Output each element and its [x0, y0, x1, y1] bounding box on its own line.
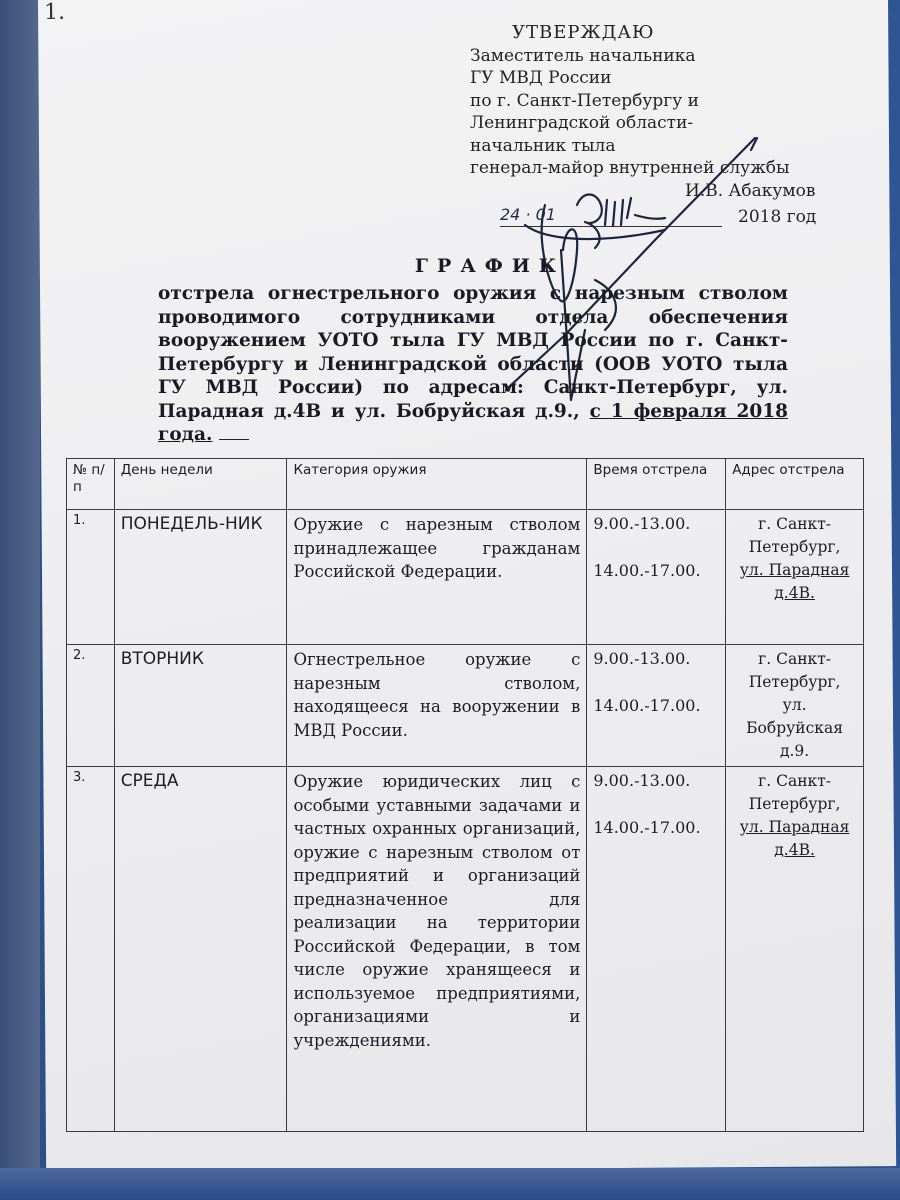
table-header-row: [67, 459, 864, 510]
approval-heading: УТВЕРЖДАЮ: [512, 22, 655, 43]
row-time: [587, 510, 726, 645]
table-row: [67, 510, 864, 645]
header-number: № п/п: [67, 459, 115, 510]
header-time: Время отстрела: [587, 459, 726, 510]
row-address: [726, 510, 864, 645]
board-frame-bottom: [0, 1168, 900, 1200]
row-address: [726, 645, 864, 767]
row-category: Оружие юридических лиц с особыми уставными задачами и частных охранных организаций, оружие с нарезным стволом от предприятий и организаций предназначенное для реализации на территории Российской Федерации, в том числе оружие хранящееся и используемое предприятиями, организациями и учреждениями.: [287, 767, 587, 1132]
time-slot-morning: 9.00.-13.00.: [593, 514, 691, 533]
approval-line: Заместитель начальника: [470, 45, 696, 66]
approval-year: 2018 год: [738, 207, 817, 227]
address-city: г. Санкт-Петербург,: [748, 515, 841, 556]
approver-name: И.В. Абакумов: [685, 180, 816, 201]
row-number: 3.: [67, 767, 115, 1132]
row-day: ПОНЕДЕЛЬ-НИК: [114, 510, 287, 645]
row-day: ВТОРНИК: [114, 645, 287, 767]
row-time: [587, 767, 726, 1132]
row-number: 2.: [67, 645, 115, 767]
subject-text: отстрела огнестрельного оружия с нарезным стволом проводимого сотрудниками отдела обеспечения вооружением УОТО тыла ГУ МВД России по г. Санкт-Петербургу и Ленинградской области (ООВ УОТО тыла ГУ МВД России) по адресам: Санкт-Петербург, ул. Парадная д.4В и ул. Бобруйская д.9.,: [158, 283, 788, 422]
row-category: Оружие с нарезным стволом принадлежащее гражданам Российской Федерации.: [287, 510, 587, 645]
row-day: СРЕДА: [114, 767, 287, 1132]
time-slot-afternoon: 14.00.-17.00.: [593, 696, 701, 715]
row-address: [726, 767, 864, 1132]
approval-line: по г. Санкт-Петербургу и: [470, 90, 699, 111]
table-row: [67, 767, 864, 1132]
address-city: г. Санкт-Петербург,: [748, 772, 841, 813]
page-mark: 1.: [43, 0, 66, 25]
time-slot-morning: 9.00.-13.00.: [593, 649, 691, 668]
document-subject: [158, 282, 788, 447]
row-category: Огнестрельное оружие с нарезным стволом, находящееся на вооружении в МВД России.: [287, 645, 587, 767]
time-slot-afternoon: 14.00.-17.00.: [593, 818, 701, 837]
address-street: ул. Парадная д.4В.: [739, 818, 850, 859]
approval-line: начальник тыла: [470, 135, 616, 156]
header-address: Адрес отстрела: [726, 459, 864, 510]
row-time: [587, 645, 726, 767]
approval-line: ГУ МВД России: [470, 68, 612, 88]
table-row: [67, 645, 864, 767]
row-number: 1.: [67, 510, 115, 645]
header-day: День недели: [114, 459, 287, 510]
time-slot-afternoon: 14.00.-17.00.: [593, 561, 701, 580]
subject-underline: [219, 438, 249, 440]
effective-date: с 1 февраля 2018 года.: [158, 400, 788, 445]
address-street: ул. Бобруйская д.9.: [746, 696, 843, 760]
handwritten-date: 24 · 01: [500, 205, 556, 224]
time-slot-morning: 9.00.-13.00.: [593, 771, 691, 790]
header-category: Категория оружия: [287, 459, 587, 510]
approval-line: генерал-майор внутренней службы: [470, 158, 790, 178]
board-frame-left: [0, 0, 40, 1200]
address-city: г. Санкт-Петербург,: [748, 650, 841, 691]
document-title: ГРАФИК: [414, 255, 566, 277]
approval-line: Ленинградской области-: [470, 113, 694, 133]
schedule-table: [66, 458, 864, 1132]
address-street: ул. Парадная д.4В.: [739, 561, 850, 602]
